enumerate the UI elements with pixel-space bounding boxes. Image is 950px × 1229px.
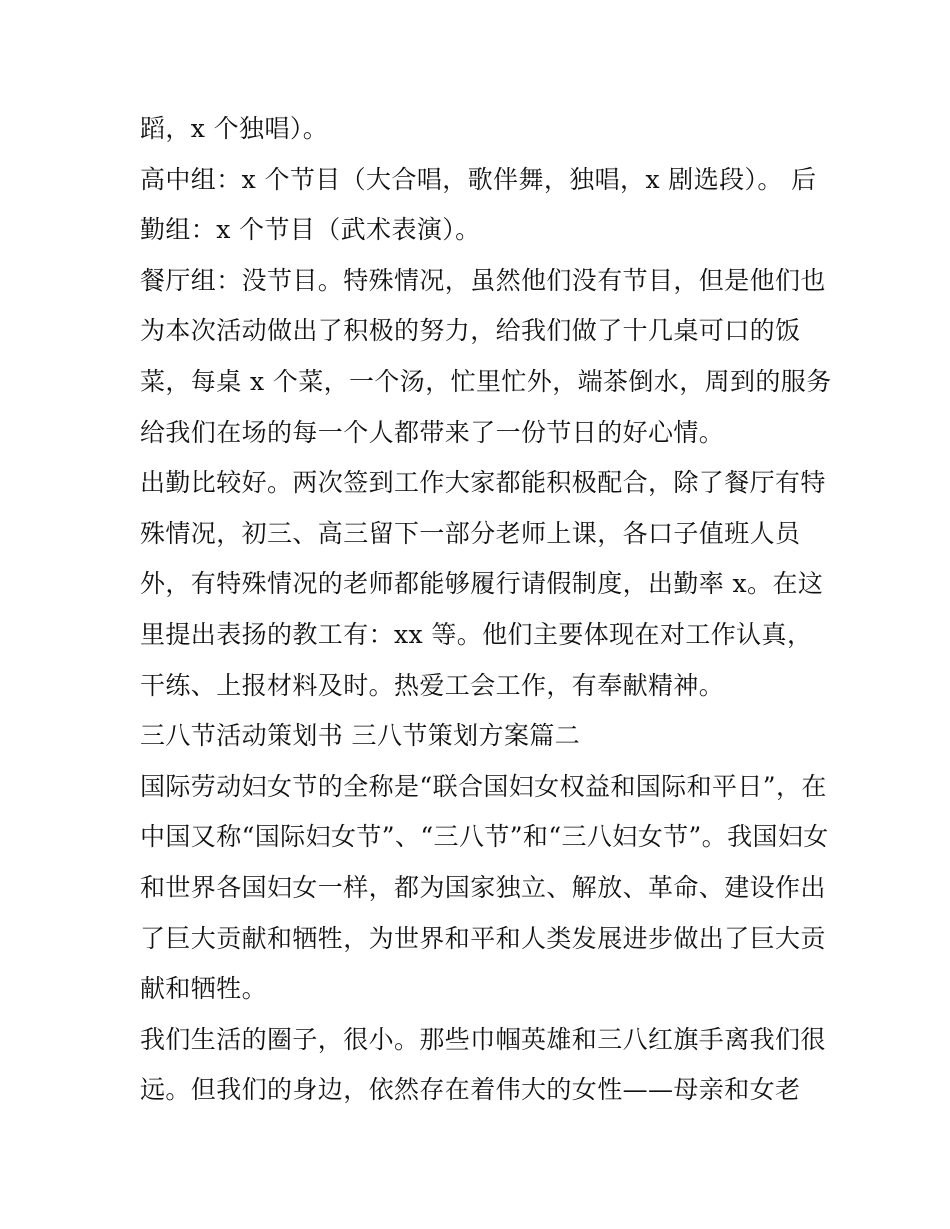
text-line-2: 高中组：x 个节目（大合唱，歌伴舞，独唱，x 剧选段）。 后 [140,164,817,194]
text-line-15: 中国又称“国际妇女节”、“三八节”和“三八妇女节”。我国妇女 [140,822,829,852]
text-line-11: 里提出表扬的教工有：xx 等。他们主要体现在对工作认真， [140,619,813,649]
text-line-4: 餐厅组：没节目。特殊情况，虽然他们没有节目，但是他们也 [140,265,826,295]
text-line-8: 出勤比较好。两次签到工作大家都能积极配合，除了餐厅有特 [140,468,826,498]
text-line-12: 干练、上报材料及时。热爱工会工作，有奉献精神。 [140,670,725,700]
section-heading: 三八节活动策划书 三八节策划方案篇二 [140,721,581,751]
text-line-10: 外，有特殊情况的老师都能够履行请假制度，出勤率 x。在这 [140,569,824,599]
text-line-5: 为本次活动做出了积极的努力，给我们做了十几桌可口的饭 [140,316,801,346]
text-line-14: 国际劳动妇女节的全称是“联合国妇女权益和国际和平日”，在 [140,771,827,801]
text-line-1: 蹈，x 个独唱）。 [140,114,329,143]
text-line-18: 献和牺牲。 [140,974,268,1004]
text-line-3: 勤组：x 个节目（武术表演）。 [140,215,481,245]
text-line-9: 殊情况，初三、高三留下一部分老师上课，各口子值班人员 [140,518,801,548]
text-line-19: 我们生活的圈子，很小。那些巾帼英雄和三八红旗手离我们很 [140,1024,826,1054]
text-line-6: 菜，每桌 x 个菜，一个汤，忙里忙外，端茶倒水，周到的服务 [140,366,832,396]
document-text-body [140,104,832,1116]
text-line-17: 了巨大贡献和牺牲，为世界和平和人类发展进步做出了巨大贡 [140,923,826,953]
text-line-20: 远。但我们的身边，依然存在着伟大的女性——母亲和女老 [140,1075,801,1105]
text-line-16: 和世界各国妇女一样，都为国家独立、解放、革命、建设作出 [140,872,826,902]
text-line-7: 给我们在场的每一个人都带来了一份节日的好心情。 [140,417,725,447]
